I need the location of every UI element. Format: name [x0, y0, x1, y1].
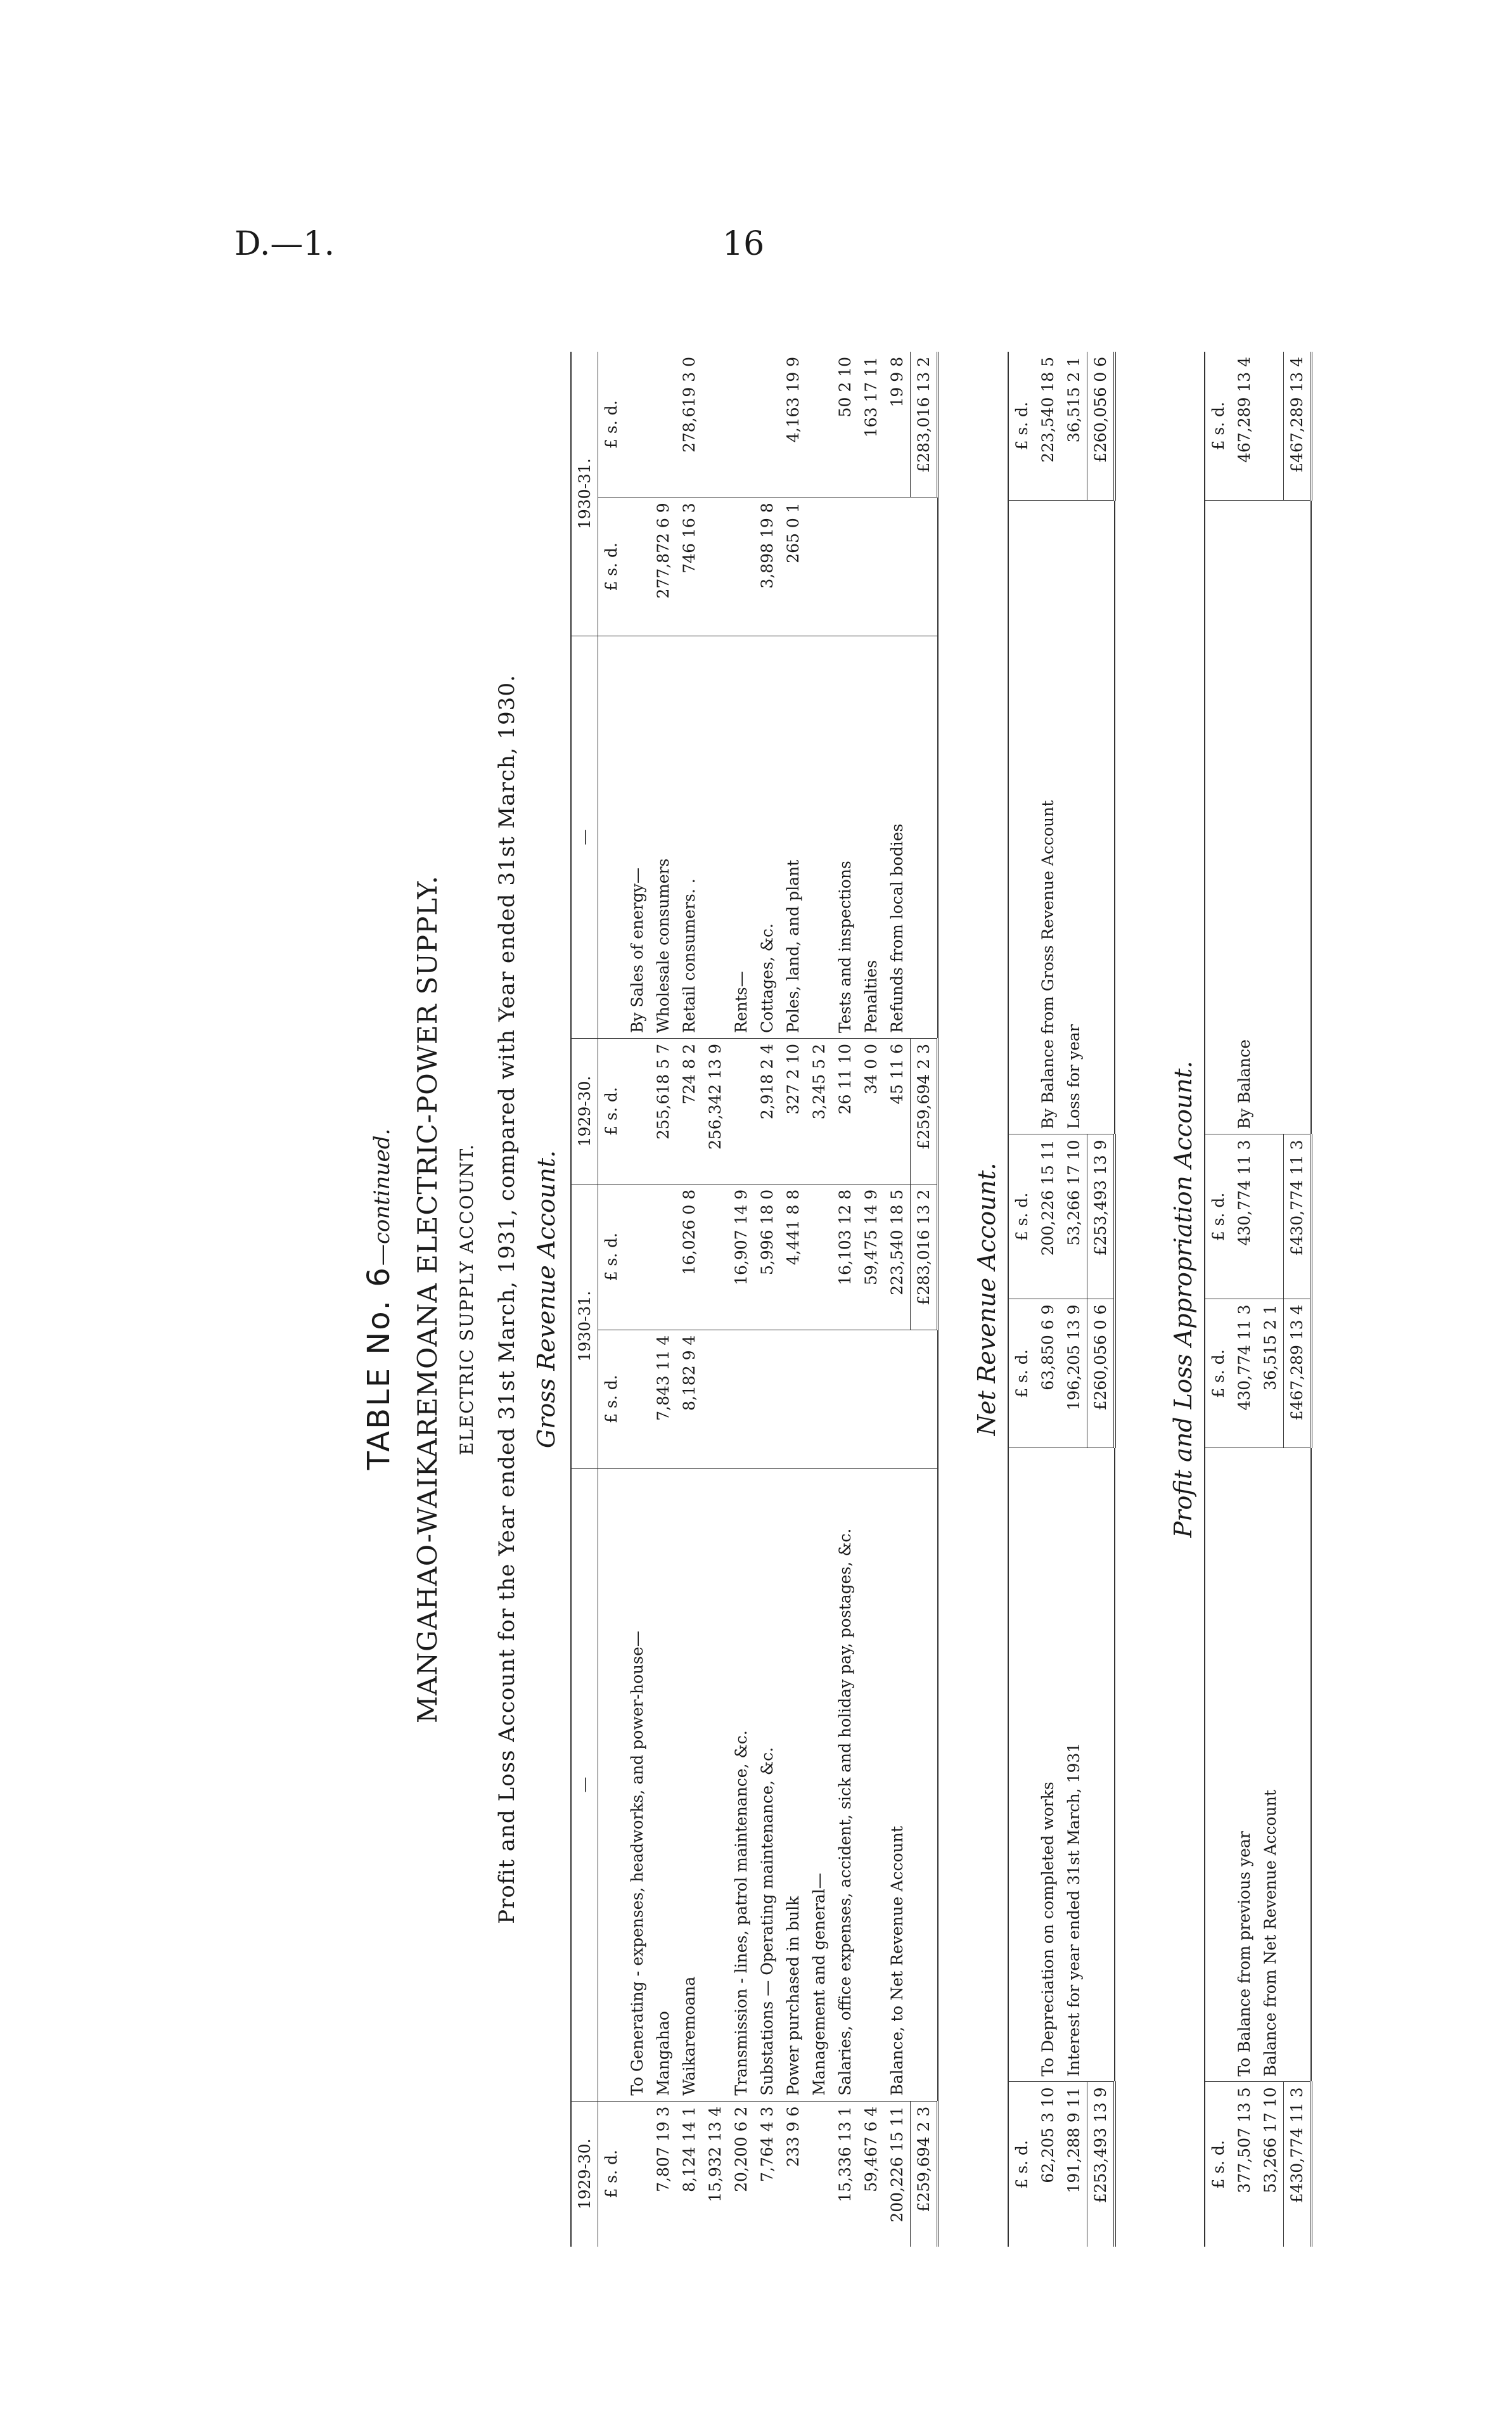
spacer — [911, 636, 939, 1039]
net-revenue-title: Net Revenue Account. — [973, 1162, 1001, 1436]
cr-1931-amount: 223,540 18 5 — [1035, 352, 1061, 501]
dr-1931-detail-amount — [728, 1330, 754, 1468]
account-title: ELECTRIC SUPPLY ACCOUNT. — [456, 1143, 477, 1456]
spacer — [1087, 1448, 1115, 2082]
cr-item-description: Poles, land, and plant — [780, 636, 806, 1039]
dr-1931-detail-amount — [806, 1330, 832, 1468]
cr-1931-total-amount: 278,619 3 0 — [676, 352, 702, 498]
dr-1931-detail-amount — [624, 1330, 650, 1468]
rotated-table-page — [266, 317, 1445, 2282]
cr-1931-total: £467,289 13 4 — [1284, 352, 1312, 501]
unit-label: £ s. d. — [598, 352, 625, 498]
cr-item-description: By Balance — [1231, 501, 1257, 1134]
dr-item-description: Interest for year ended 31st March, 1931 — [1061, 1448, 1087, 2082]
dr-1930-amount — [806, 2101, 832, 2247]
cr-1931-total-amount — [650, 352, 676, 498]
table-row — [624, 352, 650, 2247]
cr-1930-amount: 2,918 2 4 — [754, 1039, 780, 1185]
cr-1931-detail-amount — [806, 498, 832, 636]
dr-1931-total-amount: 59,475 14 9 — [858, 1184, 884, 1330]
unit-label: £ s. d. — [598, 1039, 625, 1185]
cr-1931-detail-amount — [884, 498, 911, 636]
dr-1930-amount: 15,336 13 1 — [836, 2106, 854, 2202]
cr-1931-detail-amount — [702, 498, 728, 636]
dr-1931-detail-amount — [754, 1330, 780, 1468]
cr-1931-total-amount — [702, 352, 728, 498]
gross-revenue-title: Gross Revenue Account. — [532, 1150, 560, 1449]
dr-1930-total: £253,493 13 9 — [1087, 2082, 1115, 2247]
cr-item-description: Retail consumers. . — [676, 636, 702, 1039]
dr-1931-amount: 36,515 2 1 — [1257, 1299, 1284, 1448]
cr-1931-total-amount: 4,163 19 9 — [780, 352, 806, 498]
cr-1930-amount — [728, 1039, 754, 1185]
table-row — [676, 352, 702, 2247]
cr-1931-detail-amount: 265 0 1 — [780, 498, 806, 636]
table-row — [832, 352, 858, 2247]
dr-item-description: Balance, to Net Revenue Account — [884, 1468, 911, 2101]
table-row — [650, 352, 676, 2247]
unit-label: £ s. d. — [1013, 2140, 1031, 2189]
dr-1931-total-amount: 16,026 0 8 — [676, 1184, 702, 1330]
dr-item-description: To Generating - expenses, headworks, and power-house— — [624, 1468, 650, 2101]
dr-1931-amount: 196,205 13 9 — [1061, 1299, 1087, 1448]
cr-1930-amount — [624, 1039, 650, 1185]
unit-label: £ s. d. — [1205, 352, 1231, 501]
cr-item-description — [806, 636, 832, 1039]
cr-1930-total: £259,694 2 3 — [911, 1039, 939, 1185]
cr-1931-amount: 36,515 2 1 — [1061, 352, 1087, 501]
spacer — [911, 1468, 939, 2101]
dr-1931-total-amount: 16,907 14 9 — [728, 1184, 754, 1330]
cr-1931-detail-amount: 3,898 19 8 — [754, 498, 780, 636]
table-row — [858, 352, 884, 2247]
cr-1931-total-amount: 19 9 8 — [884, 352, 911, 498]
table-number: TABLE No. 6 — [361, 1266, 397, 1470]
dr-1930-amount: 8,124 14 1 — [680, 2106, 698, 2192]
cr-item-description — [1257, 501, 1284, 1134]
cr-item-description — [702, 636, 728, 1039]
cr-1930-total: £253,493 13 9 — [1087, 1134, 1115, 1299]
gross-cr-head-1931: 1930-31. — [571, 352, 598, 636]
dr-item-description: Waikaremoana — [676, 1468, 702, 2101]
unit-label: £ s. d. — [598, 1184, 625, 1330]
dr-item-description — [702, 1468, 728, 2101]
dr-item-description: To Balance from previous year — [1231, 1448, 1257, 2082]
unit-label: £ s. d. — [598, 498, 625, 636]
table-row — [754, 352, 780, 2247]
table-continued: —continued. — [369, 1128, 395, 1266]
dr-1930-amount: 377,507 13 5 — [1235, 2087, 1253, 2193]
cr-1931-detail-amount — [858, 498, 884, 636]
unit-label: £ s. d. — [1008, 1134, 1035, 1299]
spacer — [1284, 501, 1312, 1134]
table-row — [884, 352, 911, 2247]
cr-1931-total-amount — [754, 352, 780, 498]
cr-1931-detail-amount — [832, 498, 858, 636]
cr-1930-amount: 724 8 2 — [676, 1039, 702, 1185]
unit-label: £ s. d. — [1205, 1299, 1231, 1448]
cr-1931-detail-amount — [728, 498, 754, 636]
unit-label: £ s. d. — [598, 1330, 625, 1468]
dr-1931-detail-amount — [858, 1330, 884, 1468]
profit-loss-title: Profit and Loss Appropriation Account. — [1169, 1060, 1197, 1538]
profit-loss-table — [1204, 352, 1312, 2247]
dr-item-description: Mangahao — [650, 1468, 676, 2101]
dr-item-description: Power purchased in bulk — [780, 1468, 806, 2101]
dr-1930-amount: 191,288 9 11 — [1065, 2087, 1083, 2193]
dr-1931-total-amount — [806, 1184, 832, 1330]
table-row — [702, 352, 728, 2247]
gross-cr-head-1930: 1929-30. — [571, 1039, 598, 1185]
gross-dr-head-dash: — — [571, 1468, 598, 2101]
dr-item-description: Balance from Net Revenue Account — [1257, 1448, 1284, 2082]
dr-1930-total: £259,694 2 3 — [911, 2101, 939, 2247]
net-revenue-table — [1008, 352, 1116, 2247]
dr-1931-total-amount: 5,996 18 0 — [754, 1184, 780, 1330]
unit-label: £ s. d. — [1008, 352, 1035, 501]
cr-1931-total: £283,016 13 2 — [911, 352, 939, 498]
cr-item-description: Rents— — [728, 636, 754, 1039]
dr-1930-amount: 59,467 6 4 — [862, 2106, 880, 2192]
dr-1931-detail-amount — [780, 1330, 806, 1468]
cr-1930-amount — [1257, 1134, 1284, 1299]
cr-1931-total-amount — [624, 352, 650, 498]
unit-row — [1008, 352, 1035, 2247]
cr-1931-amount — [1257, 352, 1284, 501]
dr-1931-detail-amount — [884, 1330, 911, 1468]
dr-1930-amount: 53,266 17 10 — [1261, 2087, 1279, 2193]
cr-item-description: Cottages, &c. — [754, 636, 780, 1039]
cr-1931-total-amount: 163 17 11 — [858, 352, 884, 498]
cr-item-description: Penalties — [858, 636, 884, 1039]
spacer — [1008, 501, 1035, 1134]
cr-item-description: Loss for year — [1061, 501, 1087, 1134]
dr-1931-total: £283,016 13 2 — [911, 1184, 939, 1330]
cr-1931-total-amount: 50 2 10 — [832, 352, 858, 498]
cr-1930-amount: 327 2 10 — [780, 1039, 806, 1185]
dr-1931-amount: 430,774 11 3 — [1231, 1299, 1257, 1448]
table-row — [1061, 352, 1087, 2247]
table-row — [728, 352, 754, 2247]
dr-1930-amount — [624, 2101, 650, 2247]
dr-1930-amount: 62,205 3 10 — [1039, 2087, 1057, 2183]
dr-1930-amount: 7,764 4 3 — [758, 2106, 776, 2182]
spacer — [1087, 501, 1115, 1134]
gross-dr-head-1930: 1929-30. — [571, 2101, 598, 2247]
dr-1931-detail-amount: 8,182 9 4 — [676, 1330, 702, 1468]
dr-1931-total: £467,289 13 4 — [1284, 1299, 1312, 1448]
cr-1931-detail-amount — [624, 498, 650, 636]
dr-1931-total-amount — [702, 1184, 728, 1330]
cr-item-description: By Balance from Gross Revenue Account — [1035, 501, 1061, 1134]
dr-1931-total-amount — [650, 1184, 676, 1330]
dr-1930-amount: 200,226 15 11 — [888, 2106, 906, 2223]
dr-item-description: Transmission - lines, patrol maintenance, &c. — [728, 1468, 754, 2101]
spacer — [1008, 1448, 1035, 2082]
cr-1931-total-amount — [728, 352, 754, 498]
cr-item-description: By Sales of energy— — [624, 636, 650, 1039]
page-number: 16 — [722, 225, 765, 263]
cr-1931-amount: 467,289 13 4 — [1231, 352, 1257, 501]
cr-1931-total-amount — [806, 352, 832, 498]
supply-title: MANGAHAO-WAIKAREMOANA ELECTRIC-POWER SUPPLY. — [412, 875, 443, 1724]
dr-1931-amount: 63,850 6 9 — [1035, 1299, 1061, 1448]
dr-1931-total-amount: 223,540 18 5 — [884, 1184, 911, 1330]
dr-1930-amount: 15,932 13 4 — [706, 2106, 724, 2202]
spacer — [1205, 501, 1231, 1134]
table-row — [1231, 352, 1257, 2247]
unit-label: £ s. d. — [1205, 1134, 1231, 1299]
totals-row — [911, 352, 939, 2247]
gross-revenue-table — [570, 352, 939, 2247]
cr-1930-amount: 430,774 11 3 — [1231, 1134, 1257, 1299]
cr-1930-amount: 26 11 10 — [832, 1039, 858, 1185]
unit-row — [1205, 352, 1231, 2247]
cr-1930-total: £430,774 11 3 — [1284, 1134, 1312, 1299]
cr-1931-detail-amount: 277,872 6 9 — [650, 498, 676, 636]
cr-item-description: Wholesale consumers — [650, 636, 676, 1039]
cr-1930-amount: 34 0 0 — [858, 1039, 884, 1185]
cr-1930-amount: 200,226 15 11 — [1035, 1134, 1061, 1299]
cr-item-description: Tests and inspections — [832, 636, 858, 1039]
dr-item-description: Salaries, office expenses, accident, sick and holiday pay, postages, &c. — [832, 1468, 858, 2101]
table-row — [1035, 352, 1061, 2247]
gross-cr-head-dash: — — [571, 636, 598, 1039]
page-reference: D.—1. — [234, 225, 335, 263]
comparison-title: Profit and Loss Account for the Year ended 31st March, 1931, compared with Year ended 31st March, 1930. — [494, 674, 520, 1924]
cr-1930-amount: 256,342 13 9 — [702, 1039, 728, 1185]
cr-1930-amount: 45 11 6 — [884, 1039, 911, 1185]
spacer — [911, 1330, 939, 1468]
dr-item-description: Management and general— — [806, 1468, 832, 2101]
dr-1931-detail-amount — [832, 1330, 858, 1468]
cr-1931-detail-amount: 746 16 3 — [676, 498, 702, 636]
dr-item-description — [858, 1468, 884, 2101]
spacer — [911, 498, 939, 636]
dr-1931-total-amount: 16,103 12 8 — [832, 1184, 858, 1330]
table-row — [806, 352, 832, 2247]
unit-label: £ s. d. — [1008, 1299, 1035, 1448]
cr-1931-total: £260,056 0 6 — [1087, 352, 1115, 501]
dr-item-description: Substations — Operating maintenance, &c. — [754, 1468, 780, 2101]
dr-1930-total: £430,774 11 3 — [1284, 2082, 1312, 2247]
totals-row — [1087, 352, 1115, 2247]
totals-row — [1284, 352, 1312, 2247]
cr-1930-amount: 53,266 17 10 — [1061, 1134, 1087, 1299]
unit-label: £ s. d. — [602, 2150, 620, 2199]
dr-1931-detail-amount — [702, 1330, 728, 1468]
dr-1930-amount: 20,200 6 2 — [732, 2106, 750, 2192]
cr-1930-amount: 255,618 5 7 — [650, 1039, 676, 1185]
dr-1931-total-amount — [624, 1184, 650, 1330]
dr-1931-detail-amount: 7,843 11 4 — [650, 1330, 676, 1468]
spacer — [1205, 1448, 1231, 2082]
cr-item-description: Refunds from local bodies — [884, 636, 911, 1039]
dr-item-description: To Depreciation on completed works — [1035, 1448, 1061, 2082]
table-row — [780, 352, 806, 2247]
dr-1931-total: £260,056 0 6 — [1087, 1299, 1115, 1448]
table-number-title — [361, 317, 397, 2282]
table-row — [1257, 352, 1284, 2247]
spacer — [1284, 1448, 1312, 2082]
cr-1930-amount: 3,245 5 2 — [806, 1039, 832, 1185]
unit-label: £ s. d. — [1209, 2140, 1227, 2189]
dr-1931-total-amount: 4,441 8 8 — [780, 1184, 806, 1330]
dr-1930-amount: 7,807 19 3 — [654, 2106, 672, 2192]
dr-1930-amount: 233 9 6 — [784, 2106, 802, 2167]
gross-dr-head-1931: 1930-31. — [571, 1184, 598, 1468]
